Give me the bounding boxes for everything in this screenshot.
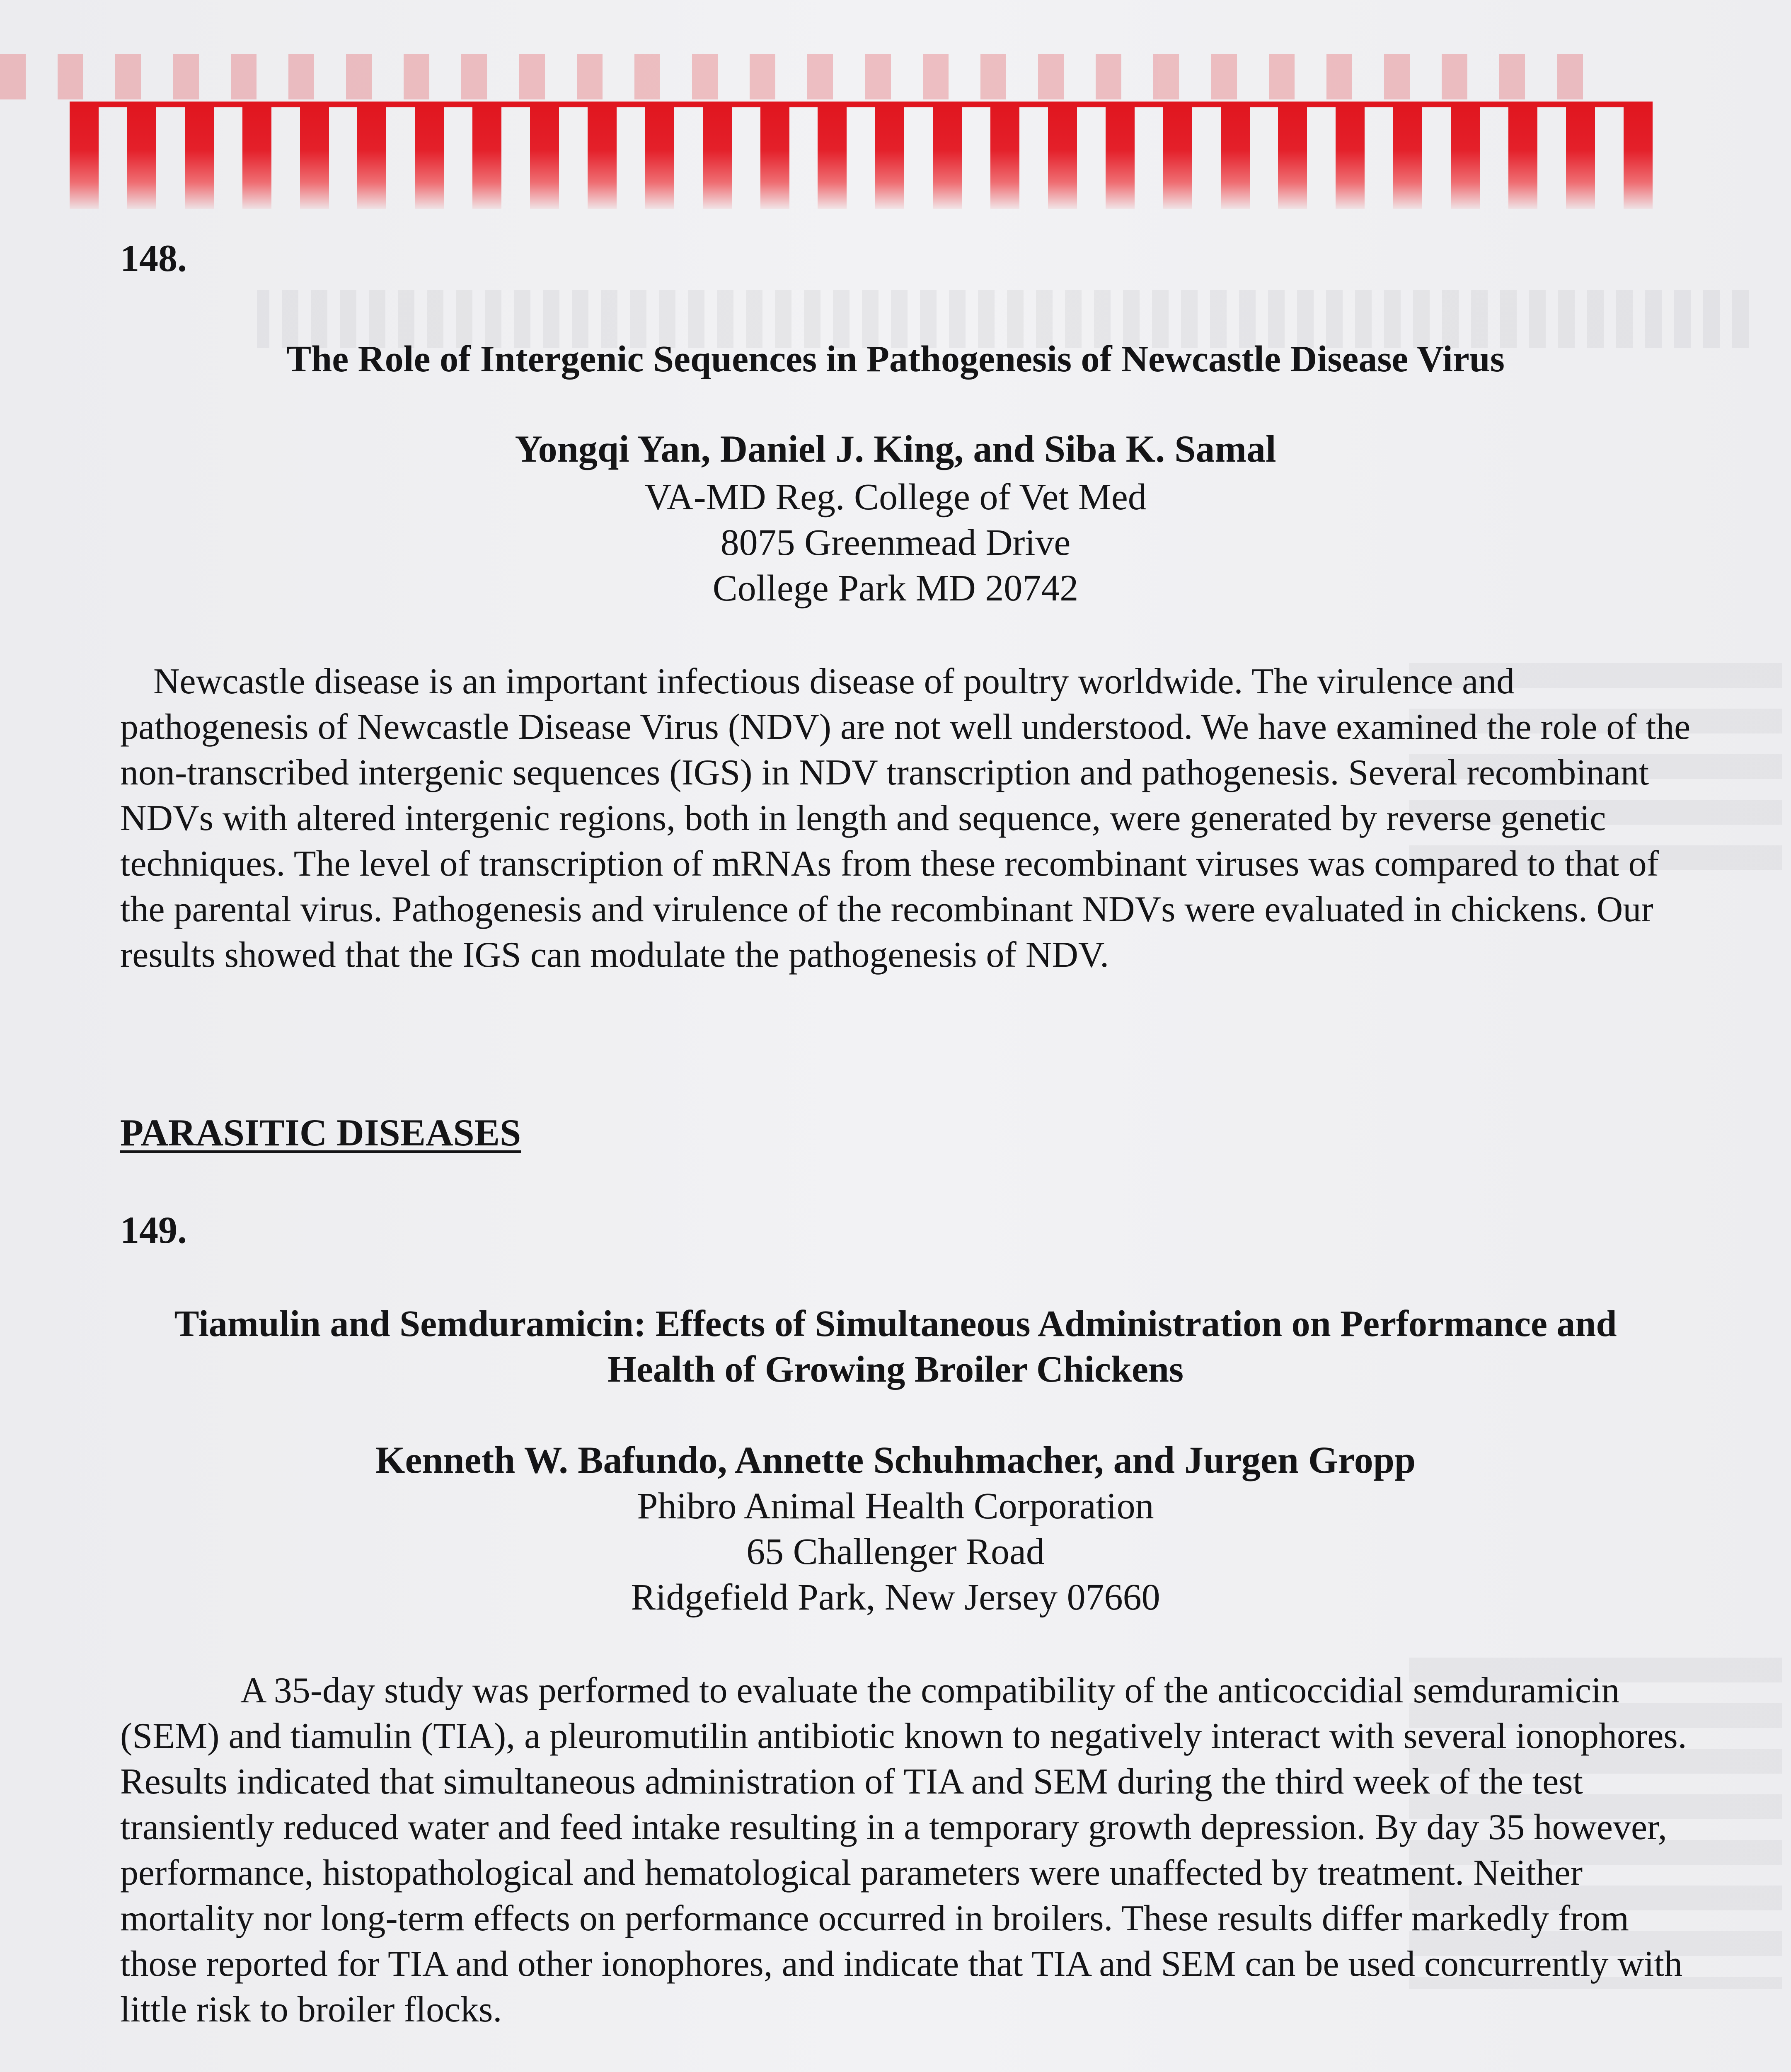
abstract-title: The Role of Intergenic Sequences in Pathogenesis of Newcastle Disease Virus (286, 339, 1505, 380)
affiliation-line: 65 Challenger Road (746, 1531, 1045, 1572)
abstract-body: Newcastle disease is an important infectious disease of poultry worldwide. The virulence and pathogenesis of Newcastle Disease Virus (NDV) are not well understood. We have examined the role of the non-transcribed intergenic sequences (IGS) in NDV transcription and pathogenesis. Several recombinant NDVs with altered intergenic regions, both in length and sequence, were generated by reverse genetic techniques. The level of transcription of mRNAs from these recombinant viruses was compared to that of the parental virus. Pathogenesis and virulence of the recombinant NDVs were evaluated in chickens. Our results showed that the IGS can modulate the pathogenesis of NDV. (120, 661, 1691, 975)
abstract-authors: Kenneth W. Bafundo, Annette Schuhmacher, and Jurgen Gropp (375, 1439, 1416, 1481)
affiliation-line: 8075 Greenmead Drive (720, 522, 1071, 563)
abstract-authors: Yongqi Yan, Daniel J. King, and Siba K. Samal (515, 428, 1276, 470)
section-heading: PARASITIC DISEASES (120, 1111, 521, 1154)
affiliation-line: College Park MD 20742 (712, 568, 1079, 609)
affiliation-line: VA-MD Reg. College of Vet Med (644, 477, 1147, 518)
affiliation-line: Ridgefield Park, New Jersey 07660 (631, 1577, 1160, 1618)
abstract-body: A 35-day study was performed to evaluate the compatibility of the anticoccidial semduramicin (SEM) and tiamulin (TIA), a pleuromutilin antibiotic known to negatively interact with several ionophores. Results indicated that simultaneous administration of TIA and SEM during the third week of the test transiently reduced water and feed intake resulting in a temporary growth depression. By day 35 however, performance, histopathological and hematological parameters were unaffected by treatment. Neither mortality nor long-term effects on performance occurred in broilers. These results differ markedly from those reported for TIA and other ionophores, and indicate that TIA and SEM can be used concurrently with little risk to broiler flocks. (120, 1670, 1687, 2030)
affiliation-line: Phibro Animal Health Corporation (637, 1486, 1154, 1527)
abstract-title-line: Tiamulin and Semduramicin: Effects of Simultaneous Administration on Performance and (174, 1303, 1617, 1344)
abstract-number: 148. (120, 237, 187, 279)
abstract-number: 149. (120, 1209, 187, 1251)
abstract-title-line: Health of Growing Broiler Chickens (607, 1349, 1184, 1390)
